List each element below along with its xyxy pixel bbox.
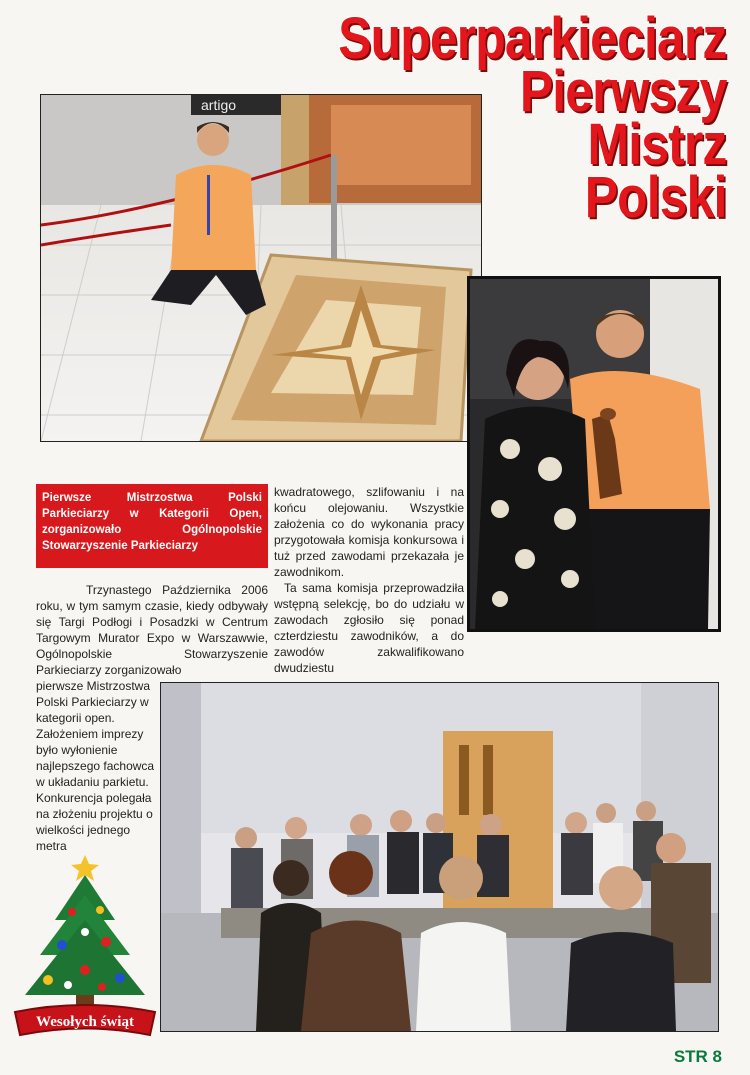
photo-meeting-room — [160, 682, 719, 1032]
body-column-1 — [36, 582, 268, 678]
body-text: Trzynastego Października 2006 roku, w tym samym czasie, kiedy odbywały się Targi Podłogi i Posadzki w Centrum Targowym Murator Expo w Warszawwie, Ogólnopolskie Stowarzyszenie Parkieciarzy zorganizowało — [36, 583, 268, 677]
photo-couple-trophy — [467, 276, 721, 632]
title-line: Superparkieciarz — [337, 6, 726, 71]
body-column-2 — [274, 484, 464, 676]
title-line: Mistrz — [587, 112, 726, 177]
page-number: STR 8 — [673, 1047, 722, 1066]
body-paragraph: kwadratowego, szlifowaniu i na końcu olejowaniu. Wszystkie założenia co do wykonania pracy przygotowała komisja konkursowa i tuż przed zawodami przekazała je zawodnikom. — [274, 485, 464, 579]
title-line: Pierwszy — [519, 59, 726, 124]
body-column-1-continued: pierwsze Mistrzostwa Polski Parkieciarzy w kategorii open. Założeniem imprezy było wyłonienie najlepszego fachowca w układaniu parkietu. Konkurencja polegała na złożeniu projektu o wielkości jednego metra — [36, 679, 155, 853]
article-title — [337, 6, 726, 230]
lead-box: Pierwsze Mistrzostwa Polski Parkieciarzy w Kategorii Open, zorganizowało Ogólnopolskie Stowarzyszenie Parkieciarzy — [36, 484, 268, 568]
body-paragraph: Ta sama komisja przeprowadziła wstępną selekcję, bo do udziału w zawodach zgłosiło się ponad czterdziestu zawodników, a do zawodów zakwalifikowano dwudziestu — [274, 581, 464, 675]
title-line: Polski — [584, 165, 726, 230]
tree-banner-text: Wesołych świąt — [36, 1014, 134, 1030]
christmas-tree-decoration — [10, 850, 160, 1045]
artigo-sign: artigo — [201, 97, 237, 113]
